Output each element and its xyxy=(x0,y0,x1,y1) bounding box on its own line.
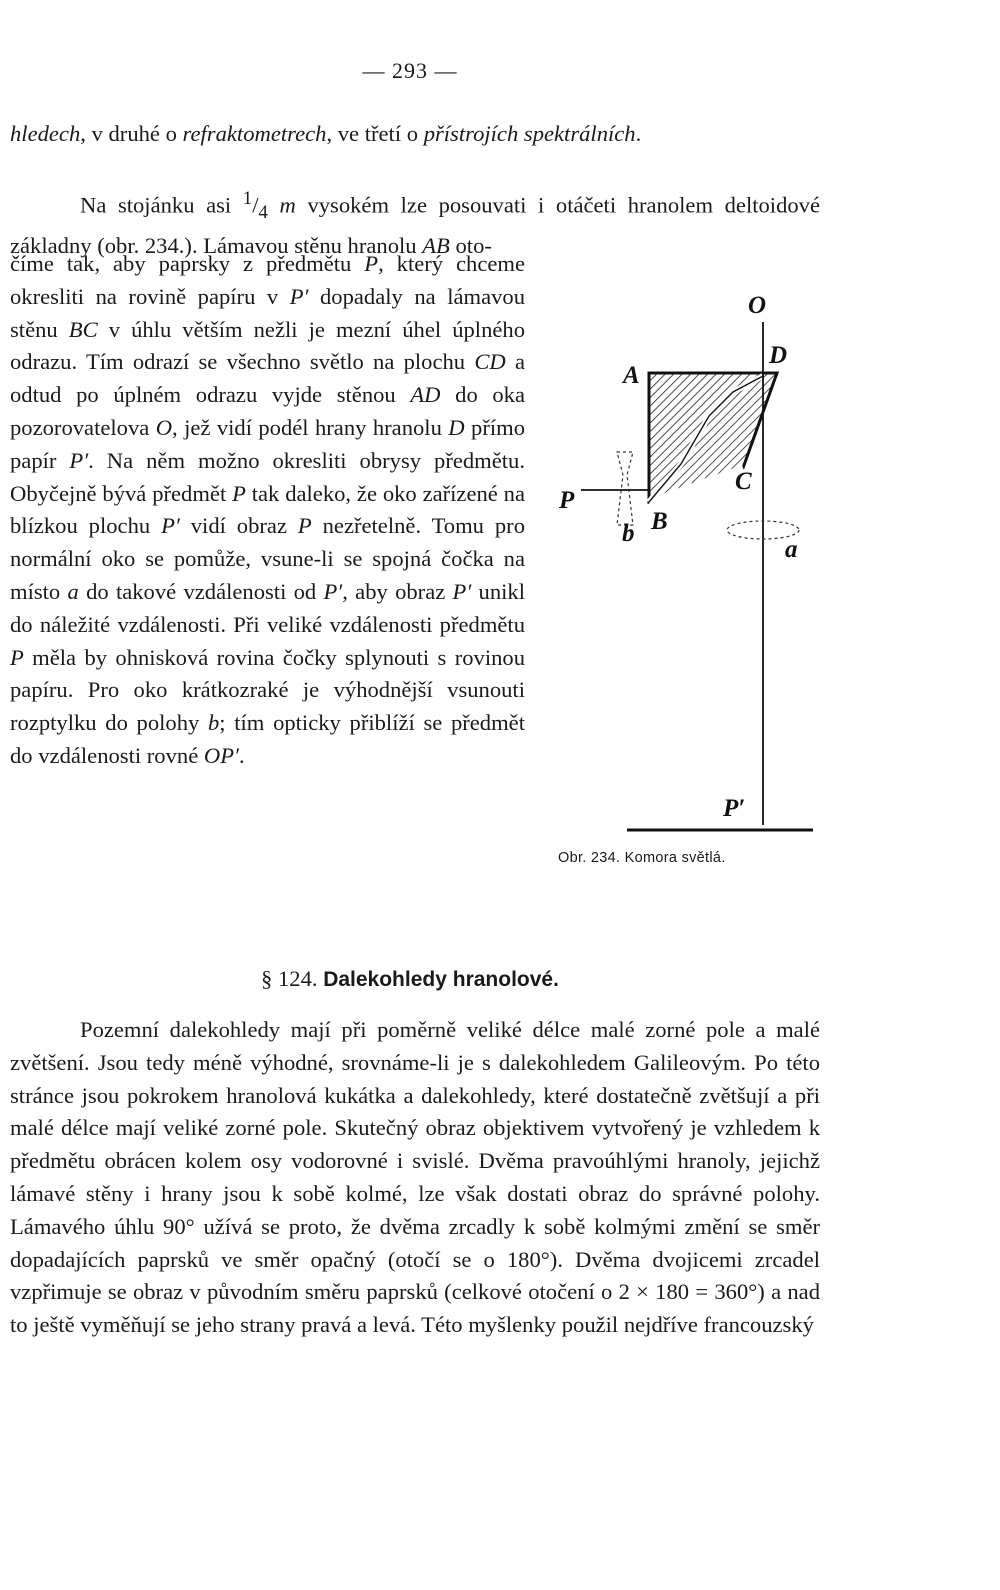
diverging-lens-b xyxy=(617,452,633,525)
label-b: b xyxy=(622,520,635,547)
paragraph-continuation: hledech, v druhé o refraktometrech, ve třetí o přístrojích spektrálních. xyxy=(10,121,642,146)
paragraph-prism-binoculars: Pozemní dalekohledy mají při poměrně veliké délce malé zorné pole a malé zvětšení. Jsou tedy méně výhodné, srovnáme-li je s dalekohledem Galileovým. Po této stránce jsou pokrokem hranolová kukátka a dalekohledy, které dostatečně zvětšují a při malé délce mají veliké zorné pole. Skutečný obraz objektivem vytvořený je vzhledem k předmětu obrácen kolem osy vodorovné i svislé. Dvěma pravoúhlými hranoly, jejichž lámavé stěny i hrany jsou k sobě kolmé, lze však dostati obraz do správné polohy. Lámavého úhlu 90° užívá se proto, že dvěma zrcadly k sobě kolmými změní se směr dopadajících paprsků ve směr opačný (otočí se o 180°). Dvěma dvojicemi zrcadel vzpřimuje se obraz v původním směru paprsků (celkové otočení o 2 × 180 = 360°) a nad to ještě vyměňují se jeho strany pravá a levá. Této myšlenky použil nejdříve francouzský xyxy=(10,1017,820,1338)
label-a: a xyxy=(785,536,798,563)
label-D: D xyxy=(769,342,788,369)
label-A: A xyxy=(623,362,640,389)
label-B: B xyxy=(651,508,668,535)
paragraph-prism-description: číme tak, aby paprsky z předmětu P, který chceme okresliti na rovině papíru v P′ dopadaly na lámavou stěnu BC v úhlu větším nežli je mezní úhel úplného odrazu. Tím odrazí se všechno světlo na plochu CD a odtud po úplném odrazu vyjde stěnou AD do oka pozorovatelova O, jež vidí podél hrany hranolu D přímo papír P′. Na něm možno okresliti obrysy předmětu. Obyčejně bývá předmět P tak daleko, že oko zařízené na blízkou plochu P′ vidí obraz P nezřetelně. Tomu pro normální oko se pomůže, vsune-li se spojná čočka na místo a do takové vzdálenosti od P′, aby obraz P′ unikl do náležité vzdálenosti. Při veliké vzdálenosti předmětu P měla by ohnisková rovina čočky splynouti s rovinou papíru. Pro oko krátkozraké je výhodnější vsunouti rozptylku do polohy b; tím opticky přiblíží se předmět do vzdálenosti rovné OP′. xyxy=(10,251,526,768)
figure-caption: Obr. 234. Komora světlá. xyxy=(558,850,726,866)
section-title: Dalekohledy hranolové. xyxy=(323,968,559,991)
figure-drawing xyxy=(545,290,825,850)
label-C: C xyxy=(735,468,752,495)
label-O: O xyxy=(748,292,767,319)
section-number: § 124. xyxy=(261,966,318,991)
label-P: P xyxy=(559,487,575,514)
label-P-prime: P′ xyxy=(723,795,746,822)
figure-camera-lucida xyxy=(545,290,825,850)
page-number: — 293 — xyxy=(362,58,458,83)
paragraph-stand-intro: Na stojánku asi $^1/_4$ m vysokém lze posouvati i otáčeti hranolem deltoidové základny (obr. 234.). Lámavou stěnu hranolu AB oto- xyxy=(10,188,820,258)
section-heading xyxy=(0,966,820,992)
